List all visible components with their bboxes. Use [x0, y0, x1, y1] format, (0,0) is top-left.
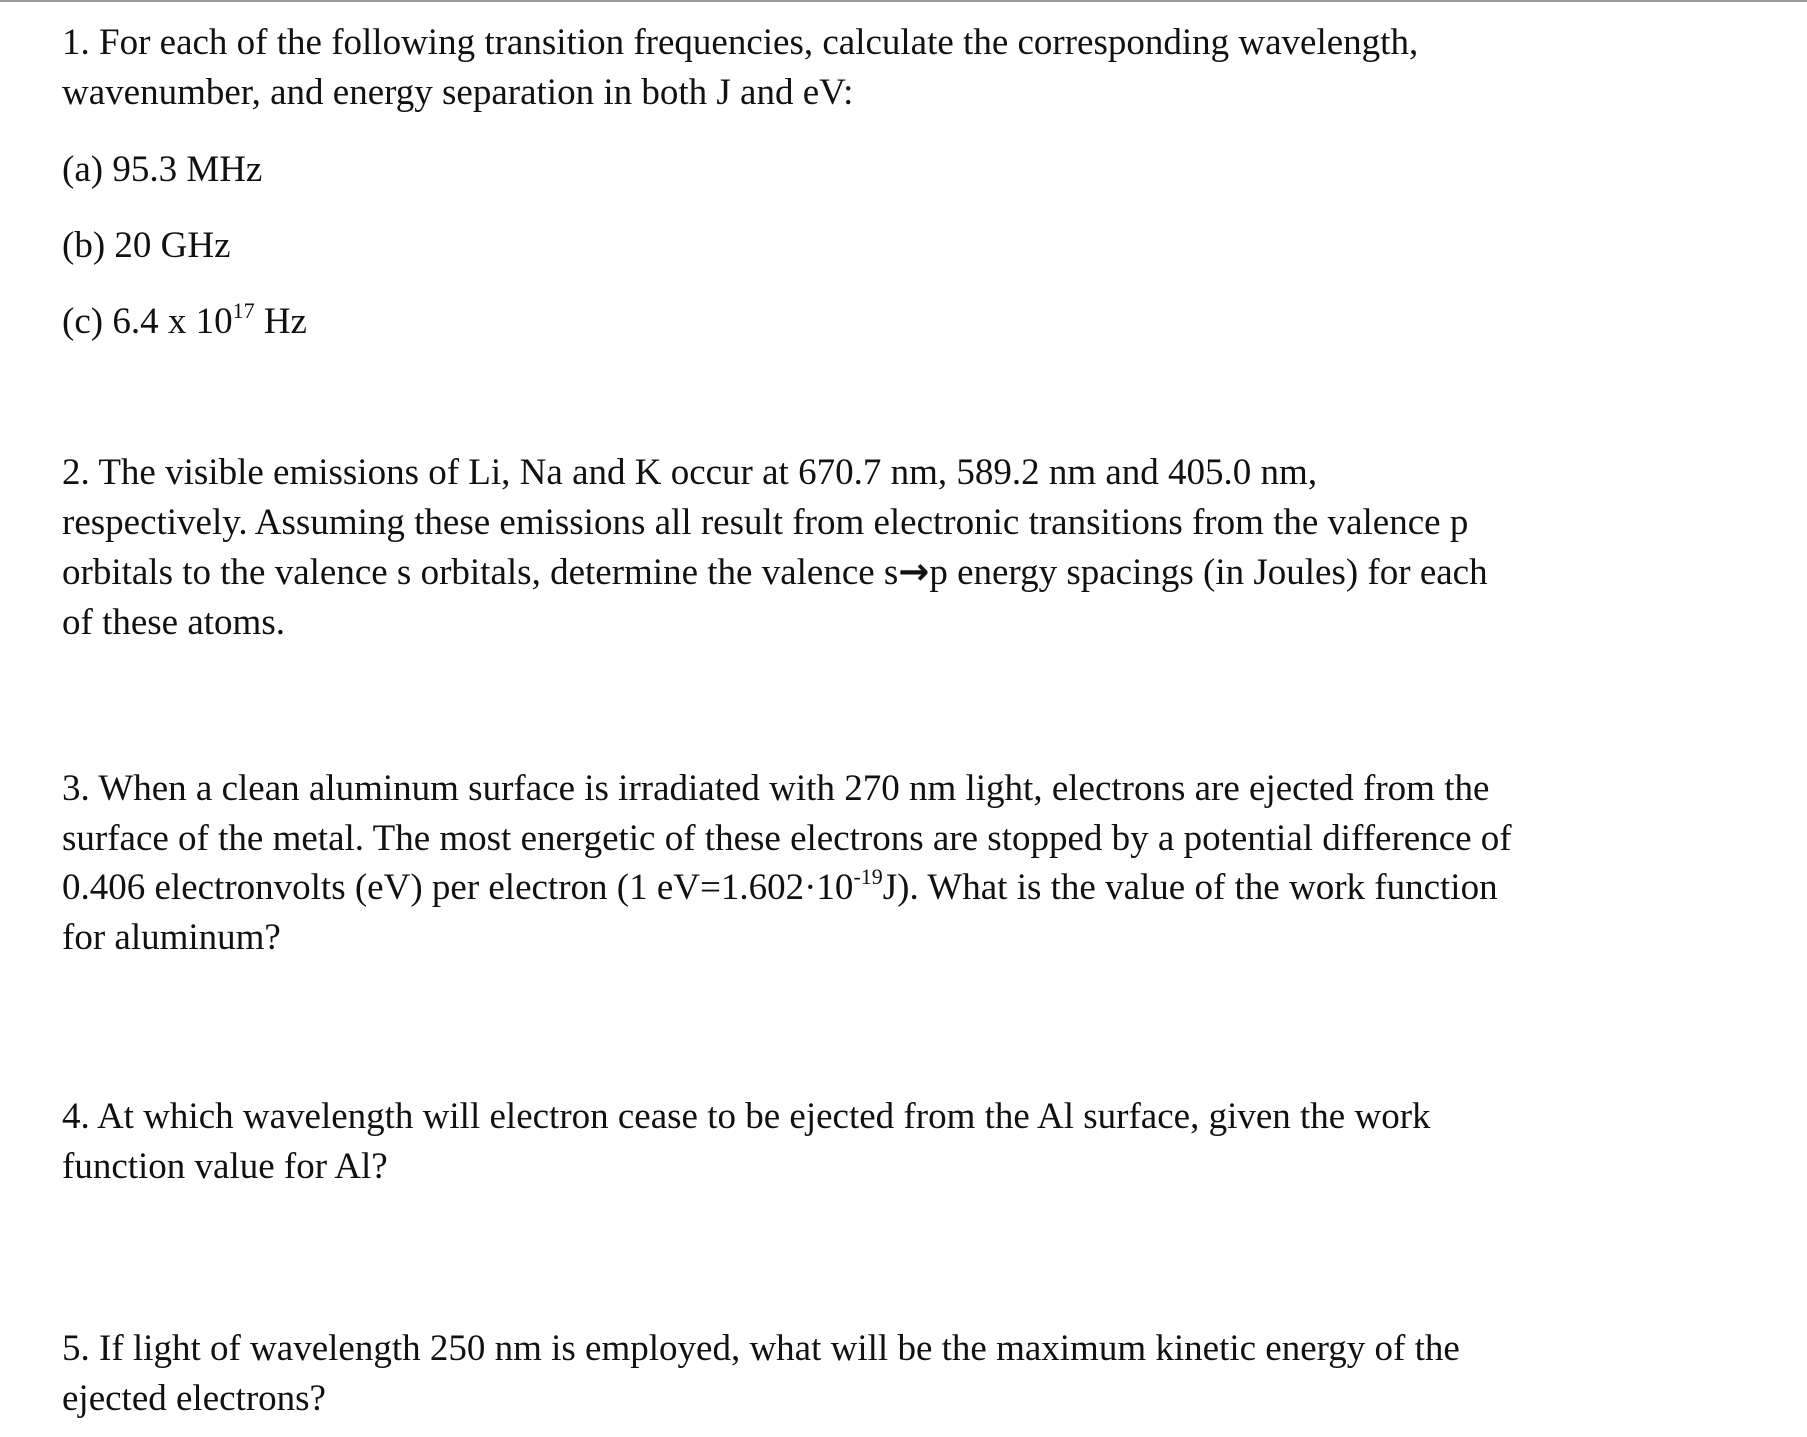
question-4: [62, 1092, 1642, 1191]
arrow-icon: →: [898, 550, 930, 593]
question-3-line-2: surface of the metal. The most energetic of these electrons are stopped by a potential difference of: [62, 817, 1512, 859]
question-5-line-1: 5. If light of wavelength 250 nm is employed, what will be the maximum kinetic energy of the: [62, 1328, 1460, 1369]
top-rule: [0, 0, 1807, 2]
option-1c-exponent: 17: [232, 298, 255, 323]
question-1: [62, 18, 1642, 117]
question-3-line-3-end: J). What is the value of the work function: [882, 867, 1498, 908]
question-3-line-3: [62, 863, 1642, 913]
question-2-line-4: of these atoms.: [62, 601, 285, 643]
question-4-line-2: function value for Al?: [62, 1145, 388, 1187]
option-1c-base: (c) 6.4 x 10: [62, 301, 233, 342]
question-2-line-2: respectively. Assuming these emissions all result from electronic transitions from the valence p: [62, 501, 1469, 543]
question-5: [62, 1324, 1642, 1423]
question-3-line-3-start: 0.406 electronvolts (eV) per electron (1 eV=1.602·10: [62, 867, 854, 908]
question-2: [62, 448, 1642, 647]
question-2-line-1: 2. The visible emissions of Li, Na and K occur at 670.7 nm, 589.2 nm and 405.0 nm,: [62, 452, 1318, 493]
option-1b: (b) 20 GHz: [62, 225, 231, 266]
question-5-line-2: ejected electrons?: [62, 1377, 326, 1419]
question-4-line-1: 4. At which wavelength will electron cease to be ejected from the Al surface, given the work: [62, 1096, 1431, 1137]
question-3-exponent: -19: [853, 864, 883, 889]
option-1c: [62, 300, 307, 344]
question-3: [62, 764, 1642, 962]
question-2-line-3: [62, 547, 1642, 598]
question-1-line-2: wavenumber, and energy separation in both J and eV:: [62, 71, 854, 113]
option-1c-unit: Hz: [254, 301, 307, 342]
question-1-line-1: 1. For each of the following transition frequencies, calculate the corresponding wavelength,: [62, 22, 1419, 63]
question-2-line-3-start: orbitals to the valence s orbitals, determine the valence s: [62, 552, 899, 593]
question-3-line-1: 3. When a clean aluminum surface is irradiated with 270 nm light, electrons are ejected from the: [62, 768, 1490, 809]
question-3-line-4: for aluminum?: [62, 916, 281, 958]
option-1a: (a) 95.3 MHz: [62, 149, 263, 190]
question-2-line-3-end: p energy spacings (in Joules) for each: [929, 552, 1488, 593]
